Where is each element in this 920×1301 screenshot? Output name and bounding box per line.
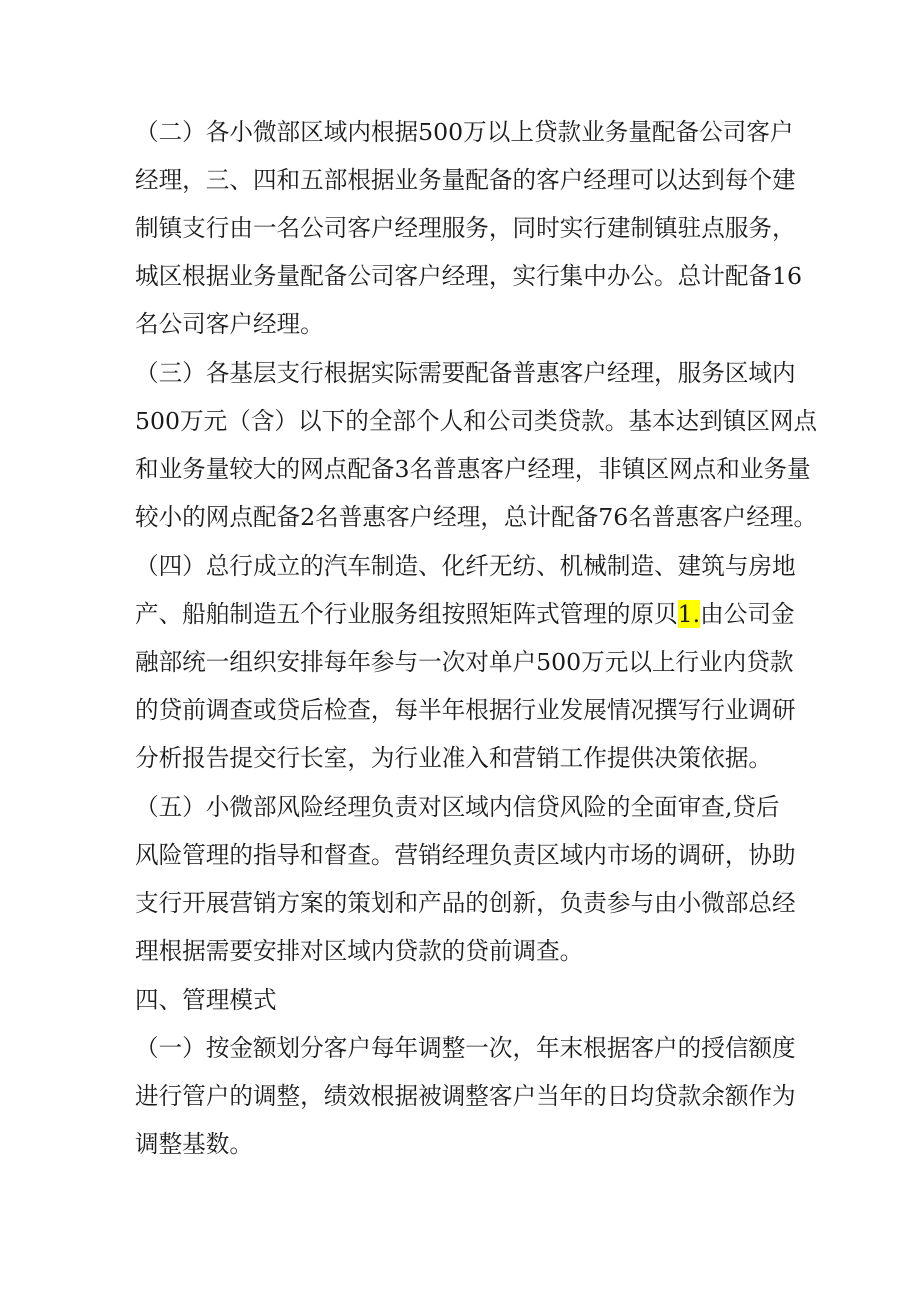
paragraph-2-line-1: （二）各小微部区域内根据500万以上贷款业务量配备公司客户 <box>135 118 794 146</box>
paragraph-5-line-4: 理根据需要安排对区域内贷款的贷前调查。 <box>135 937 584 965</box>
paragraph-3-line-4: 较小的网点配备2名普惠客户经理，总计配备76名普惠客户经理。 <box>135 503 818 531</box>
paragraph-3-line-1: （三）各基层支行根据实际需要配备普惠客户经理，服务区域内 <box>135 359 796 387</box>
paragraph-2-line-2: 经理，三、四和五部根据业务量配备的客户经理可以达到每个建 <box>135 166 796 194</box>
paragraph-4-line-2 <box>135 599 795 629</box>
paragraph-6-line-1: （一）按金额划分客户每年调整一次，年末根据客户的授信额度 <box>135 1034 796 1062</box>
paragraph-5-line-1: （五）小微部风险经理负责对区域内信贷风险的全面审查,贷后 <box>135 793 780 821</box>
paragraph-4-line-5: 分析报告提交行长室，为行业准入和营销工作提供决策依据。 <box>135 744 773 772</box>
paragraph-4-line-4: 的贷前调查或贷后检查，每半年根据行业发展情况撰写行业调研 <box>135 696 796 724</box>
paragraph-4-line-2-tail: 由公司金 <box>700 600 795 628</box>
paragraph-6-line-2: 进行管户的调整，绩效根据被调整客户当年的日均贷款余额作为 <box>135 1082 796 1110</box>
section-heading: 四、管理模式 <box>135 986 277 1014</box>
paragraph-5-line-2: 风险管理的指导和督查。营销经理负责区域内市场的调研，协助 <box>135 841 796 869</box>
paragraph-5-line-3: 支行开展营销方案的策划和产品的创新，负责参与由小微部总经 <box>135 889 796 917</box>
paragraph-2-line-4: 城区根据业务量配备公司客户经理，实行集中办公。总计配备16 <box>135 262 803 290</box>
highlighted-text: 1. <box>677 600 701 628</box>
paragraph-6-line-3: 调整基数。 <box>135 1130 253 1158</box>
paragraph-4-line-1: （四）总行成立的汽车制造、化纤无纺、机械制造、建筑与房地 <box>135 552 796 580</box>
paragraph-4-line-2-text: 产、船舶制造五个行业服务组按照矩阵式管理的原贝 <box>135 600 678 628</box>
paragraph-3-line-2: 500万元（含）以下的全部个人和公司类贷款。基本达到镇区网点 <box>135 407 818 435</box>
paragraph-2-line-5: 名公司客户经理。 <box>135 310 324 338</box>
paragraph-4-line-3: 融部统一组织安排每年参与一次对单户500万元以上行业内贷款 <box>135 648 794 676</box>
paragraph-2-line-3: 制镇支行由一名公司客户经理服务，同时实行建制镇驻点服务， <box>135 214 796 242</box>
paragraph-3-line-3: 和业务量较大的网点配备3名普惠客户经理，非镇区网点和业务量 <box>135 455 811 483</box>
